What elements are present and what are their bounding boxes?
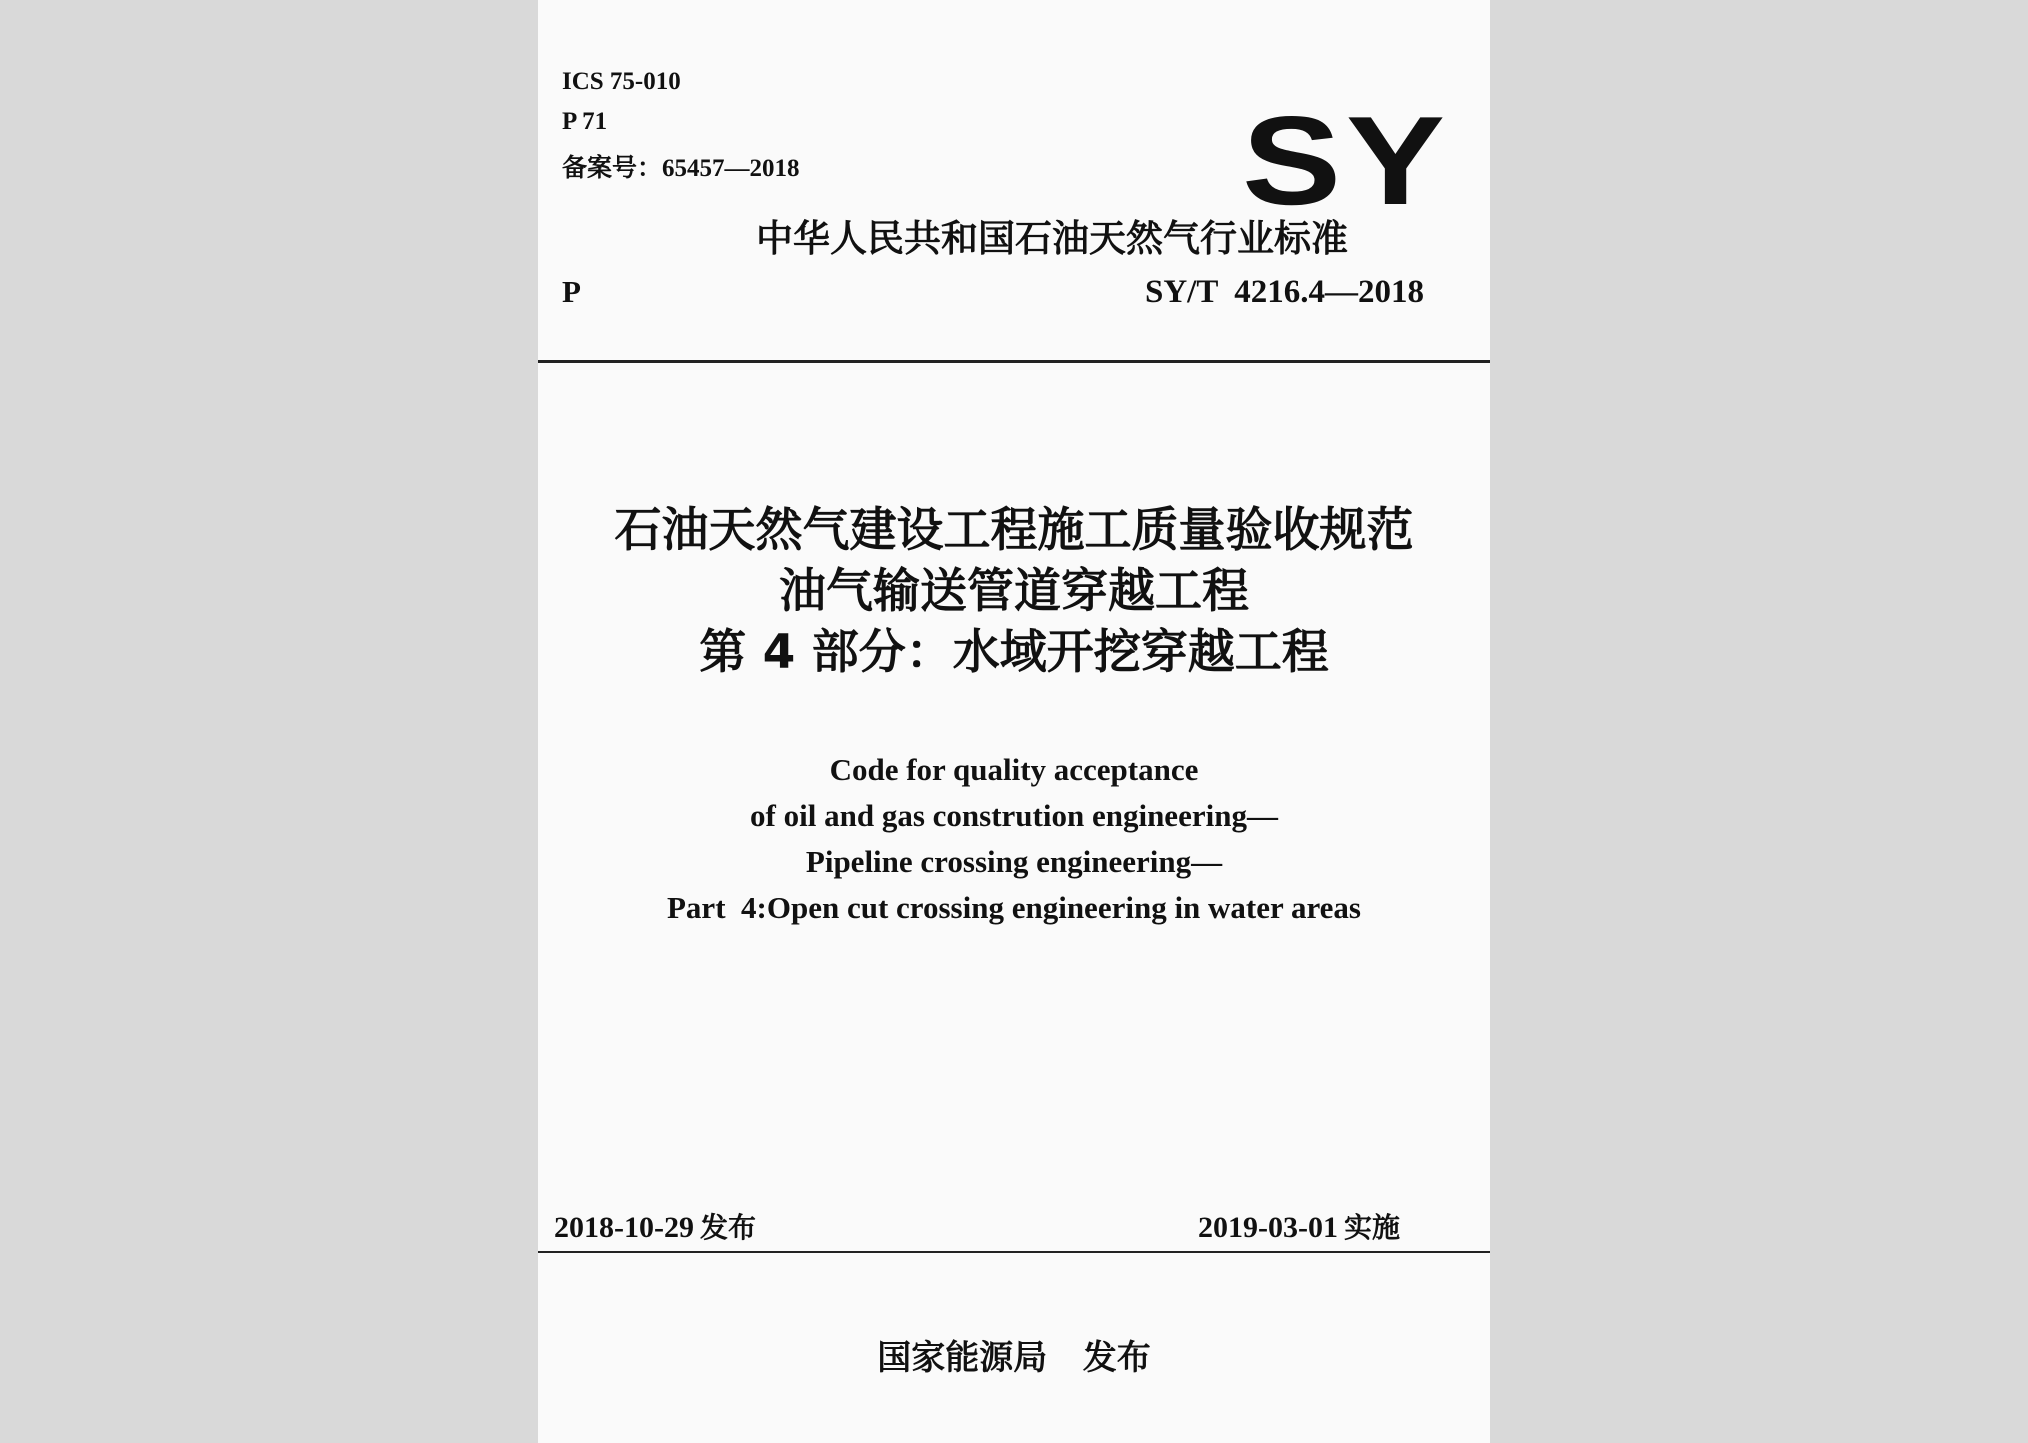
category-letter: P: [562, 274, 581, 309]
english-title-line-1: Code for quality acceptance: [829, 752, 1199, 787]
footer-divider: [538, 1251, 1490, 1253]
document-cover-page: [538, 0, 1490, 1443]
issue-date-value: 2018-10-29: [554, 1211, 694, 1244]
sy-logo: SY: [1242, 90, 1450, 231]
record-number: 备案号：65457—2018: [562, 155, 800, 182]
header-divider: [538, 360, 1490, 363]
chinese-title: [538, 500, 1490, 683]
chinese-title-line-1: 石油天然气建设工程施工质量验收规范: [614, 503, 1414, 558]
effective-date-label: 实施: [1343, 1211, 1400, 1244]
ics-code: ICS 75-010: [562, 68, 681, 95]
standard-number: SY/T 4216.4—2018: [1144, 274, 1424, 310]
industry-standard-heading: 中华人民共和国石油天然气行业标准: [756, 217, 1348, 260]
ccs-code: P 71: [562, 108, 608, 135]
english-title: [538, 747, 1490, 931]
english-title-line-2: of oil and gas constrution engineering—: [750, 798, 1278, 833]
chinese-title-line-2: 油气输送管道穿越工程: [779, 564, 1249, 619]
issuing-authority: 国家能源局 发布: [877, 1338, 1151, 1378]
english-title-line-4: Part 4:Open cut crossing engineering in water areas: [667, 890, 1361, 925]
chinese-title-line-3: 第 4 部分：水域开挖穿越工程: [699, 625, 1329, 680]
issue-date: [554, 1206, 756, 1246]
issue-date-label: 发布: [699, 1211, 756, 1244]
english-title-line-3: Pipeline crossing engineering—: [805, 844, 1223, 879]
effective-date: [1198, 1206, 1400, 1246]
effective-date-value: 2019-03-01: [1198, 1211, 1338, 1244]
